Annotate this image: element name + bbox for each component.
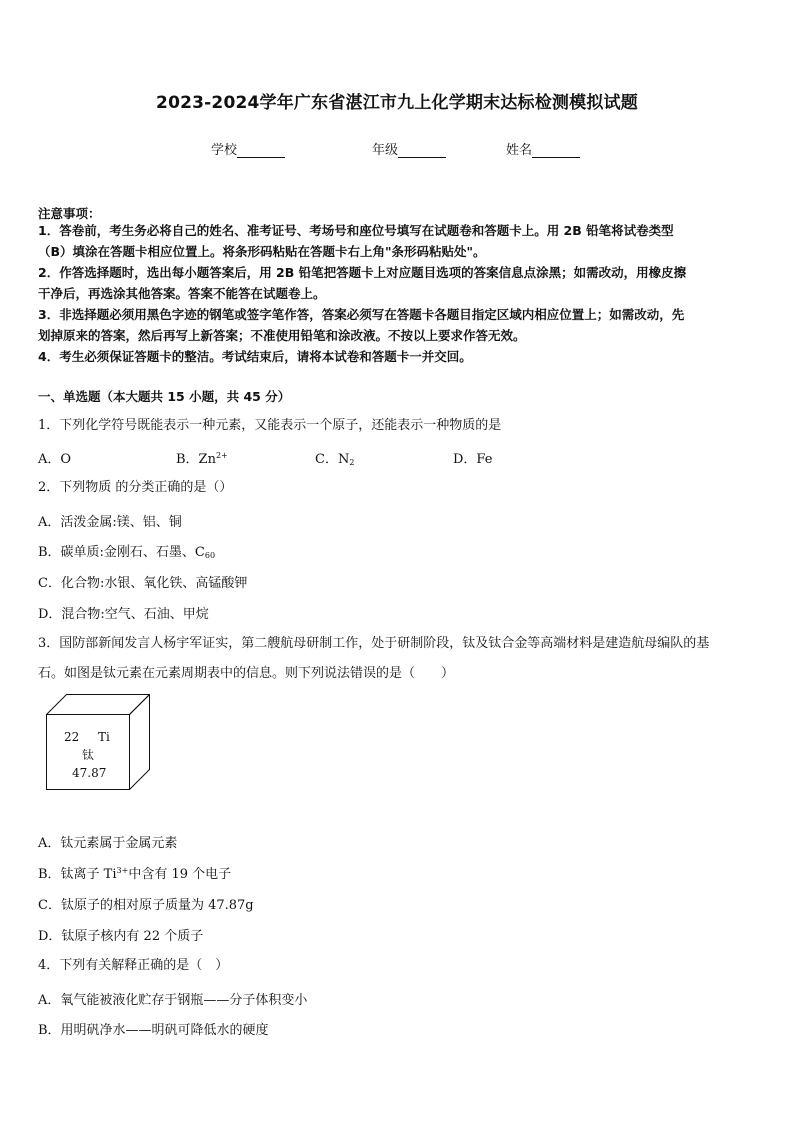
q4-option-b: B．用明矾净水——明矾可降低水的硬度 (38, 1023, 269, 1038)
q2-option-b-text: B．碳单质:金刚石、石墨、C (38, 545, 205, 560)
q1-option-c-subscript: 2 (349, 458, 355, 467)
atomic-mass: 47.87 (72, 766, 107, 780)
atomic-number: 22 (64, 730, 80, 744)
q2-option-d: D．混合物:空气、石油、甲烷 (38, 607, 209, 622)
q2-option-a: A．活泼金属:镁、铝、铜 (38, 515, 182, 530)
q3-option-b-text: B．钛离子 Ti (38, 867, 117, 882)
grade-blank (398, 143, 446, 158)
q4-option-a: A．氧气能被液化贮存于钢瓶——分子体积变小 (38, 993, 308, 1008)
name-field (506, 139, 580, 158)
q1-option-c-text: C．N (315, 452, 350, 467)
q1-option-b-text: B．Zn (176, 452, 216, 467)
q3-option-a: A．钛元素属于金属元素 (38, 836, 178, 851)
q3-option-b-charge: 3+ (116, 866, 129, 875)
q1-stem: 1．下列化学符号既能表示一种元素，又能表示一个原子，还能表示一种物质的是 (38, 418, 502, 433)
q2-option-b-subscript: 60 (204, 551, 216, 560)
q1-option-a: A．O (38, 452, 72, 467)
q3-stem-line2: 石。如图是钛元素在元素周期表中的信息。则下列说法错误的是（ ） (38, 666, 455, 681)
school-field (211, 139, 285, 158)
q2-stem: 2．下列物质 的分类正确的是（） (38, 480, 233, 495)
school-blank (237, 143, 285, 158)
element-name: 钛 (82, 748, 95, 762)
element-symbol: Ti (98, 730, 110, 744)
grade-label: 年级 (372, 143, 399, 158)
school-label: 学校 (211, 143, 238, 158)
notice-heading: 注意事项： (38, 206, 101, 221)
section-heading: 一、单选题（本大题共 15 小题，共 45 分） (38, 389, 291, 404)
q2-option-b (38, 541, 215, 560)
page-title: 2023-2024学年广东省湛江市九上化学期末达标检测模拟试题 (156, 93, 638, 113)
name-label: 姓名 (506, 143, 533, 158)
q3-option-b-suffix: 中含有 19 个电子 (128, 867, 232, 882)
student-info-row (0, 139, 794, 159)
q3-option-b (38, 863, 231, 882)
q2-option-c: C．化合物:水银、氧化铁、高锰酸钾 (38, 576, 248, 591)
notice-line: 2．作答选择题时，选出每小题答案后，用 2B 铅笔把答题卡上对应题目选项的答案信息点涂黑；如需改动，用橡皮擦 (38, 265, 687, 280)
q4-stem: 4．下列有关解释正确的是（ ） (38, 958, 229, 973)
notice-line: （B）填涂在答题卡相应位置上。将条形码粘贴在答题卡右上角"条形码粘贴处"。 (38, 244, 486, 259)
periodic-table-cell (46, 694, 150, 790)
notice-line: 划掉原来的答案，然后再写上新答案；不准使用铅笔和涂改液。不按以上要求作答无效。 (38, 328, 526, 343)
notice-line: 4．考生必须保证答题卡的整洁。考试结束后，请将本试卷和答题卡一并交回。 (38, 349, 472, 364)
q3-option-c: C．钛原子的相对原子质量为 47.87g (38, 898, 254, 913)
q3-stem-line1: 3．国防部新闻发言人杨宇军证实，第二艘航母研制工作，处于研制阶段，钛及钛合金等高端材料是建造航母编队的基 (38, 636, 710, 651)
q1-option-b (176, 448, 228, 467)
notice-line: 3．非选择题必须用黑色字迹的钢笔或签字笔作答，答案必须写在答题卡各题目指定区域内相应位置上；如需改动，先 (38, 307, 685, 322)
grade-field (372, 139, 446, 158)
q1-option-b-charge: 2+ (215, 451, 228, 460)
q1-option-c (315, 448, 354, 467)
notice-line: 1．答卷前，考生务必将自己的姓名、准考证号、考场号和座位号填写在试题卷和答题卡上。用 2B 铅笔将试卷类型 (38, 223, 674, 238)
notice-line: 干净后，再选涂其他答案。答案不能答在试题卷上。 (38, 286, 326, 301)
q1-option-d: D．Fe (453, 452, 493, 467)
name-blank (532, 143, 580, 158)
q3-option-d: D．钛原子核内有 22 个质子 (38, 929, 204, 944)
